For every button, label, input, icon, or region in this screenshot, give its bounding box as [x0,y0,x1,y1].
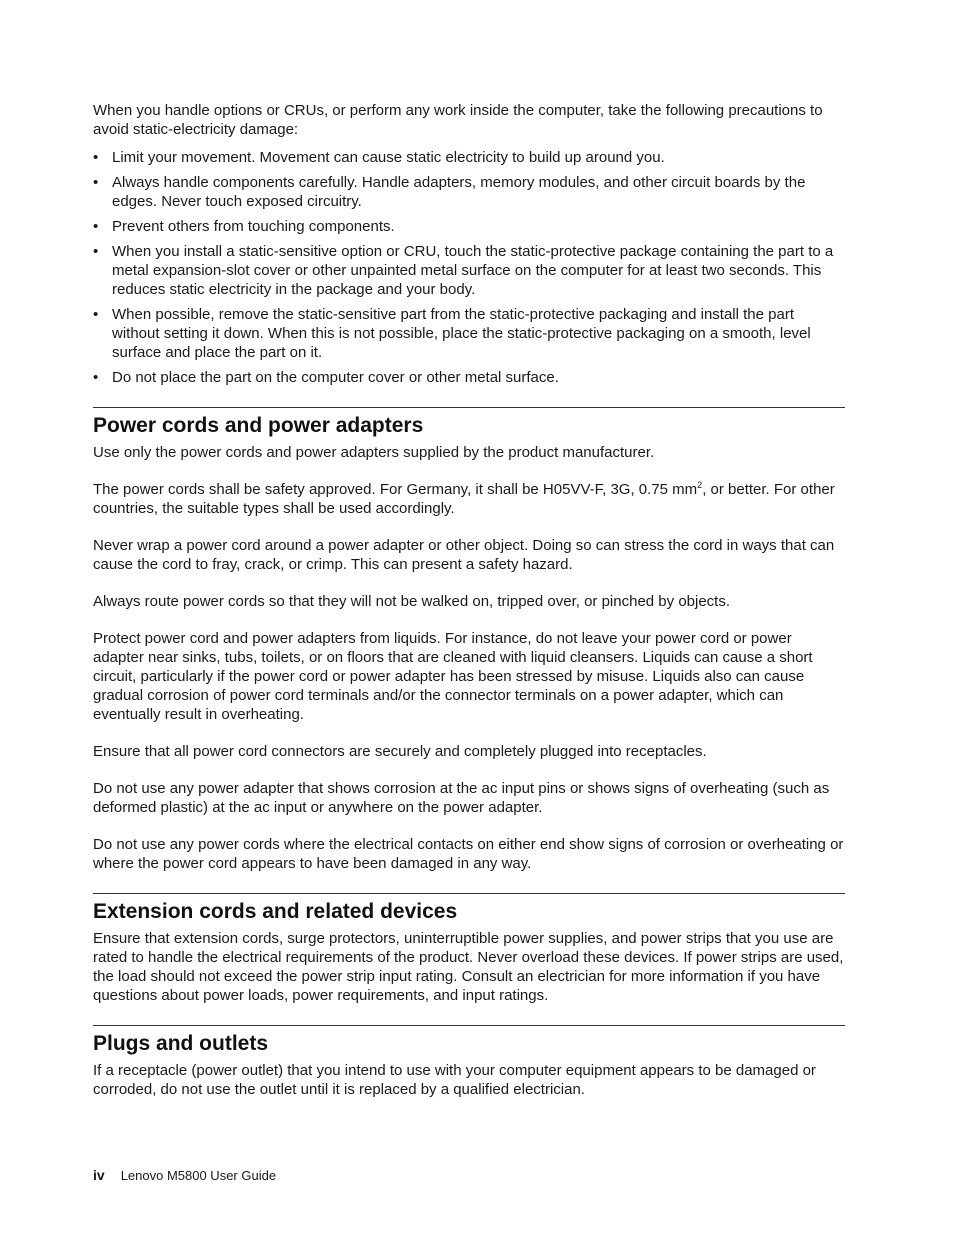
paragraph-text: The power cords shall be safety approved. For Germany, it shall be H05VV-F, 3G, 0.75 mm [93,481,698,498]
bullet-marker: • [93,174,99,191]
plugs-outlets-section [93,1025,845,1099]
paragraph: Do not use any power adapter that shows corrosion at the ac input pins or shows signs of overheating (such as deformed plastic) at the ac input or anywhere on the power adapter. [93,780,830,816]
list-item [93,305,845,362]
list-item [93,242,845,299]
paragraph: Do not use any power cords where the electrical contacts on either end show signs of corrosion or overheating or where the power cord appears to have been damaged in any way. [93,836,844,872]
extension-cords-section [93,893,845,1005]
bullet-marker: • [93,306,99,323]
page-footer [93,1167,276,1184]
list-item [93,173,845,211]
paragraph-text: , or better. For other countries, the suitable types shall be used accordingly. [93,481,835,517]
paragraph: Never wrap a power cord around a power adapter or other object. Doing so can stress the cord in ways that can cause the cord to fray, crack, or crimp. This can present a safety hazard. [93,537,835,573]
section-heading: Plugs and outlets [93,1032,269,1055]
paragraph: If a receptacle (power outlet) that you intend to use with your computer equipment appears to be damaged or corroded, do not use the outlet until it is replaced by a qualified electrician. [93,1062,816,1098]
paragraph [93,480,845,518]
bullet-marker: • [93,243,99,260]
paragraph: Protect power cord and power adapters from liquids. For instance, do not leave your power cord or power adapter near sinks, tubs, toilets, or on floors that are cleaned with liquid cleansers. Liquids can cause a short circuit, particularly if the power cord or power adapter has been stressed by misuse. Liquids also can cause gradual corrosion of power cord terminals and/or the connector terminals on a power adapter, which can eventually result in overheating. [93,630,813,723]
document-title: Lenovo M5800 User Guide [120,1168,277,1183]
bullet-marker: • [93,218,99,235]
section-heading: Power cords and power adapters [93,414,424,437]
power-cords-section [93,407,845,873]
list-item [93,368,845,387]
intro-paragraph: When you handle options or CRUs, or perform any work inside the computer, take the following precautions to avoid static-electricity damage: [93,102,823,138]
page-content [93,101,845,1099]
list-item [93,217,845,236]
bullet-marker: • [93,369,99,386]
list-item-text: Always handle components carefully. Handle adapters, memory modules, and other circuit boards by the edges. Never touch exposed circuitry. [112,174,806,210]
list-item-text: Limit your movement. Movement can cause static electricity to build up around you. [112,149,665,166]
list-item-text: When you install a static-sensitive option or CRU, touch the static-protective package containing the part to a metal expansion-slot cover or other unpainted metal surface on the computer for at least two seconds. This reduces static electricity in the package and your body. [112,243,834,298]
superscript: 2 [697,480,703,490]
paragraph: Ensure that extension cords, surge protectors, uninterruptible power supplies, and power strips that you use are rated to handle the electrical requirements of the product. Never overload these devices. If power strips are used, the load should not exceed the power strip input rating. Consult an electrician for more information if you have questions about power loads, power requirements, and input ratings. [93,930,844,1004]
static-precautions-list [93,148,845,387]
paragraph: Ensure that all power cord connectors are securely and completely plugged into receptacles. [93,743,707,760]
section-heading: Extension cords and related devices [93,900,458,923]
paragraph: Use only the power cords and power adapters supplied by the product manufacturer. [93,444,655,461]
list-item-text: Do not place the part on the computer cover or other metal surface. [112,369,559,386]
list-item-text: Prevent others from touching components. [112,218,395,235]
list-item-text: When possible, remove the static-sensitive part from the static-protective packaging and install the part without setting it down. When this is not possible, place the static-protective packaging on a smooth, level surface and place the part on it. [112,306,811,361]
bullet-marker: • [93,149,99,166]
paragraph: Always route power cords so that they will not be walked on, tripped over, or pinched by objects. [93,593,731,610]
list-item [93,148,845,167]
page-number: iv [93,1167,105,1183]
